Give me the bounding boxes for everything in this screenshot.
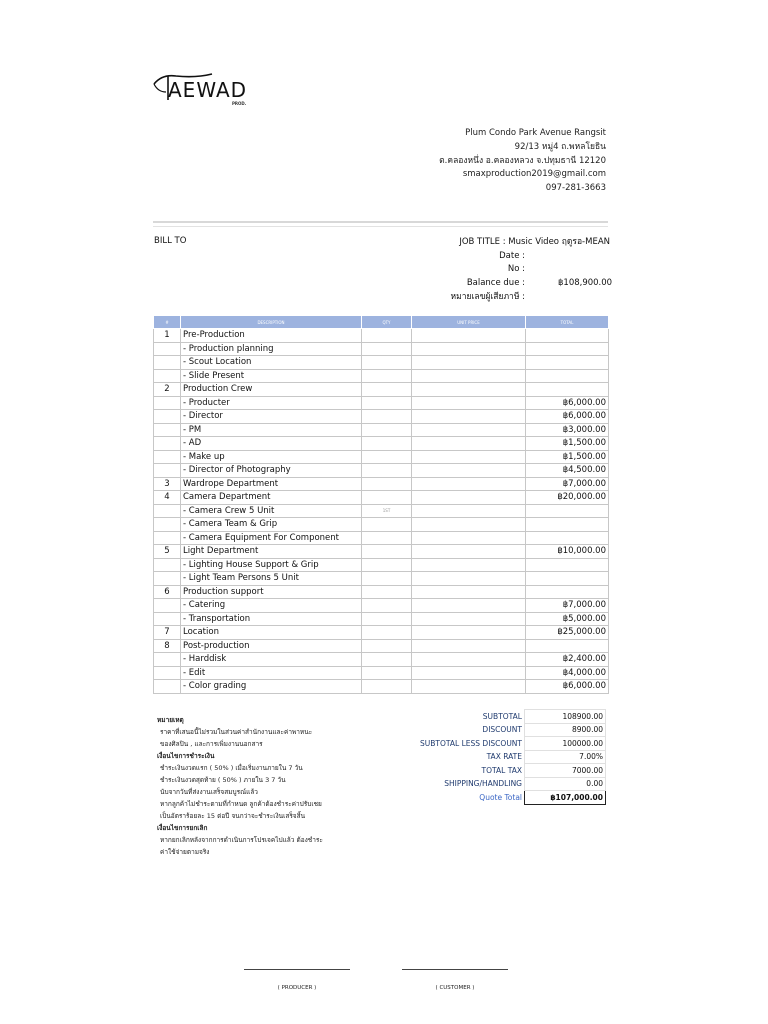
row-total: ฿25,000.00 <box>526 626 609 640</box>
row-qty <box>362 477 412 491</box>
cancel-line: หากยกเลิกหลังจากการดำเนินการโปรเจคไปแล้ว ต้องชำระ <box>160 836 323 844</box>
table-row <box>154 572 609 586</box>
line-items-table <box>153 315 609 694</box>
table-row <box>154 423 609 437</box>
logo-sub: PROD. <box>232 101 247 106</box>
row-number: 7 <box>154 626 181 640</box>
row-qty <box>362 491 412 505</box>
row-number <box>154 504 181 518</box>
row-total <box>526 585 609 599</box>
row-unit-price <box>412 410 526 424</box>
quote-total-row <box>390 791 606 805</box>
row-unit-price <box>412 450 526 464</box>
row-unit-price <box>412 423 526 437</box>
divider <box>153 226 608 227</box>
row-description: - Director of Photography <box>181 464 362 478</box>
row-total <box>526 531 609 545</box>
company-line: 92/13 หมู่4 ถ.พหลโยธิน <box>514 141 606 152</box>
table-row <box>154 558 609 572</box>
company-line: Plum Condo Park Avenue Rangsit <box>465 128 606 138</box>
header-number: # <box>154 316 181 329</box>
table-row <box>154 666 609 680</box>
table-row <box>154 491 609 505</box>
row-number: 1 <box>154 329 181 343</box>
row-unit-price <box>412 464 526 478</box>
row-qty <box>362 383 412 397</box>
row-qty: 1ST <box>362 504 412 518</box>
producer-label: ( PRODUCER ) <box>277 985 317 991</box>
totals-label: SUBTOTAL LESS DISCOUNT <box>420 738 522 748</box>
row-description: Light Department <box>181 545 362 559</box>
row-qty <box>362 639 412 653</box>
row-unit-price <box>412 585 526 599</box>
row-number <box>154 653 181 667</box>
balance-label: Balance due : <box>466 278 525 289</box>
row-qty <box>362 599 412 613</box>
totals-row <box>390 777 606 791</box>
row-description: Location <box>181 626 362 640</box>
row-description: Production support <box>181 585 362 599</box>
row-number <box>154 342 181 356</box>
row-qty <box>362 572 412 586</box>
row-unit-price <box>412 369 526 383</box>
row-qty <box>362 518 412 532</box>
customer-signature-line <box>402 969 508 970</box>
table-row <box>154 599 609 613</box>
row-description: - Edit <box>181 666 362 680</box>
row-qty <box>362 680 412 694</box>
row-number: 5 <box>154 545 181 559</box>
header-description: DESCRIPTION <box>181 316 362 329</box>
row-qty <box>362 356 412 370</box>
row-unit-price <box>412 531 526 545</box>
row-unit-price <box>412 612 526 626</box>
row-description: - Camera Equipment For Component <box>181 531 362 545</box>
company-email: smaxproduction2019@gmail.com <box>462 169 606 180</box>
row-qty <box>362 666 412 680</box>
note-line: ของศิลปิน , และการเพิ่มงานนอกสาร <box>160 740 263 748</box>
row-total <box>526 329 609 343</box>
totals-row <box>390 737 606 751</box>
row-number <box>154 369 181 383</box>
row-number: 3 <box>154 477 181 491</box>
row-qty <box>362 585 412 599</box>
row-unit-price <box>412 342 526 356</box>
row-unit-price <box>412 504 526 518</box>
table-row <box>154 369 609 383</box>
totals-label: TOTAL TAX <box>481 765 522 775</box>
table-row <box>154 653 609 667</box>
totals-value: 7000.00 <box>525 764 606 778</box>
totals-row <box>390 710 606 724</box>
table-row <box>154 612 609 626</box>
notes-title: หมายเหตุ <box>157 716 184 724</box>
row-total <box>526 572 609 586</box>
row-description: - Director <box>181 410 362 424</box>
row-description: - Lighting House Support & Grip <box>181 558 362 572</box>
table-row <box>154 342 609 356</box>
number-label: No : <box>507 264 525 275</box>
row-total: ฿1,500.00 <box>526 450 609 464</box>
company-phone: 097-281-3663 <box>545 183 606 194</box>
row-qty <box>362 450 412 464</box>
row-qty <box>362 342 412 356</box>
row-description: Camera Department <box>181 491 362 505</box>
table-row <box>154 437 609 451</box>
payment-line: ชำระเงินงวดสุดท้าย ( 50% ) ภายใน 3 7 วัน <box>160 776 286 784</box>
table-row <box>154 464 609 478</box>
row-number: 6 <box>154 585 181 599</box>
row-qty <box>362 653 412 667</box>
job-title: JOB TITLE : Music Video ฤดูรอ-MEAN <box>459 237 610 247</box>
table-row <box>154 504 609 518</box>
table-row <box>154 531 609 545</box>
tax-id-label: หมายเลขผู้เสียภาษี : <box>450 291 525 302</box>
company-line: ต.คลองหนึ่ง อ.คลองหลวง จ.ปทุมธานี 12120 <box>439 155 606 166</box>
table-row <box>154 410 609 424</box>
row-description: - Catering <box>181 599 362 613</box>
row-total <box>526 639 609 653</box>
row-qty <box>362 545 412 559</box>
row-total: ฿6,000.00 <box>526 410 609 424</box>
table-row <box>154 680 609 694</box>
row-number <box>154 450 181 464</box>
totals-value: 100000.00 <box>525 737 606 751</box>
row-qty <box>362 410 412 424</box>
table-row <box>154 450 609 464</box>
header-qty: QTY <box>362 316 412 329</box>
row-number <box>154 666 181 680</box>
header-total: TOTAL <box>526 316 609 329</box>
totals-row <box>390 764 606 778</box>
row-total: ฿7,000.00 <box>526 599 609 613</box>
payment-line: เป็นอัตราร้อยละ 15 ต่อปี จนกว่าจะชำระเงินเสร็จสิ้น <box>160 812 306 820</box>
totals-value: 7.00% <box>525 750 606 764</box>
row-unit-price <box>412 599 526 613</box>
row-total: ฿10,000.00 <box>526 545 609 559</box>
divider <box>153 221 608 223</box>
table-row <box>154 383 609 397</box>
producer-signature-line <box>244 969 350 970</box>
row-qty <box>362 558 412 572</box>
row-number <box>154 437 181 451</box>
row-unit-price <box>412 383 526 397</box>
row-total: ฿4,000.00 <box>526 666 609 680</box>
row-description: - Light Team Persons 5 Unit <box>181 572 362 586</box>
row-unit-price <box>412 396 526 410</box>
row-unit-price <box>412 572 526 586</box>
row-description: - Slide Present <box>181 369 362 383</box>
row-description: - Harddisk <box>181 653 362 667</box>
customer-label: ( CUSTOMER ) <box>435 985 475 991</box>
payment-line: ชำระเงินงวดแรก ( 50% ) เมื่อเริ่มงานภายใน 7 วัน <box>160 764 303 772</box>
row-number <box>154 410 181 424</box>
quote-total-label: Quote Total <box>479 792 522 802</box>
row-description: - Transportation <box>181 612 362 626</box>
quote-total-value: ฿107,000.00 <box>525 791 606 805</box>
row-description: - Camera Crew 5 Unit <box>181 504 362 518</box>
row-description: Post-production <box>181 639 362 653</box>
totals-row <box>390 723 606 737</box>
row-number <box>154 572 181 586</box>
row-total: ฿4,500.00 <box>526 464 609 478</box>
row-description: - Producter <box>181 396 362 410</box>
row-total <box>526 342 609 356</box>
row-number <box>154 680 181 694</box>
row-number <box>154 599 181 613</box>
table-row <box>154 329 609 343</box>
row-total <box>526 558 609 572</box>
row-total: ฿3,000.00 <box>526 423 609 437</box>
row-qty <box>362 626 412 640</box>
table-row <box>154 518 609 532</box>
table-row <box>154 545 609 559</box>
logo-text: AEWAD <box>168 78 248 102</box>
row-number <box>154 396 181 410</box>
row-qty <box>362 531 412 545</box>
row-unit-price <box>412 491 526 505</box>
table-row <box>154 626 609 640</box>
row-qty <box>362 369 412 383</box>
totals-label: TAX RATE <box>486 752 522 762</box>
payment-line: นับจากวันที่ส่งงานเสร็จสมบูรณ์แล้ว <box>160 788 258 796</box>
table-row <box>154 585 609 599</box>
row-description: Wardrope Department <box>181 477 362 491</box>
row-number: 2 <box>154 383 181 397</box>
row-description: - Scout Location <box>181 356 362 370</box>
row-total <box>526 504 609 518</box>
row-unit-price <box>412 639 526 653</box>
payment-terms-title: เงื่อนไขการชำระเงิน <box>157 752 215 760</box>
table-row <box>154 356 609 370</box>
row-qty <box>362 464 412 478</box>
totals-label: SUBTOTAL <box>482 711 522 721</box>
row-total <box>526 356 609 370</box>
totals-label: DISCOUNT <box>482 725 522 735</box>
row-unit-price <box>412 666 526 680</box>
row-number <box>154 612 181 626</box>
cancel-terms-title: เงื่อนไขการยกเลิก <box>157 824 208 832</box>
invoice-meta-values <box>558 236 613 291</box>
row-unit-price <box>412 518 526 532</box>
totals-value: 108900.00 <box>525 710 606 724</box>
row-unit-price <box>412 329 526 343</box>
notes-section <box>157 714 357 858</box>
row-number <box>154 531 181 545</box>
row-unit-price <box>412 558 526 572</box>
row-total: ฿5,000.00 <box>526 612 609 626</box>
row-total <box>526 369 609 383</box>
row-number: 8 <box>154 639 181 653</box>
row-description: - Production planning <box>181 342 362 356</box>
row-description: - PM <box>181 423 362 437</box>
bill-to-label: BILL TO <box>154 236 187 246</box>
table-header-row <box>154 316 609 329</box>
totals-value: 8900.00 <box>525 723 606 737</box>
row-total: ฿6,000.00 <box>526 680 609 694</box>
row-total: ฿6,000.00 <box>526 396 609 410</box>
row-number: 4 <box>154 491 181 505</box>
row-unit-price <box>412 626 526 640</box>
row-unit-price <box>412 545 526 559</box>
row-unit-price <box>412 437 526 451</box>
row-description: - AD <box>181 437 362 451</box>
row-unit-price <box>412 680 526 694</box>
row-qty <box>362 423 412 437</box>
table-row <box>154 396 609 410</box>
row-total <box>526 383 609 397</box>
row-number <box>154 356 181 370</box>
row-number <box>154 518 181 532</box>
row-qty <box>362 612 412 626</box>
row-qty <box>362 329 412 343</box>
row-number <box>154 423 181 437</box>
header-unit-price: UNIT PRICE <box>412 316 526 329</box>
row-description: - Make up <box>181 450 362 464</box>
row-total: ฿2,400.00 <box>526 653 609 667</box>
row-qty <box>362 396 412 410</box>
row-description: Pre-Production <box>181 329 362 343</box>
row-description: - Color grading <box>181 680 362 694</box>
row-total <box>526 518 609 532</box>
row-description: - Camera Team & Grip <box>181 518 362 532</box>
row-unit-price <box>412 477 526 491</box>
table-row <box>154 639 609 653</box>
totals-label: SHIPPING/HANDLING <box>444 779 522 789</box>
row-qty <box>362 437 412 451</box>
row-number <box>154 464 181 478</box>
note-line: ราคาที่เสนอนี้ไม่รวมในส่วนค่าสำนักงานและค่าพาหนะ <box>160 728 313 736</box>
company-address <box>439 127 606 196</box>
row-number <box>154 558 181 572</box>
cancel-line: ค่าใช้จ่ายตามจริง <box>160 848 210 856</box>
row-total: ฿20,000.00 <box>526 491 609 505</box>
row-description: Production Crew <box>181 383 362 397</box>
totals-value: 0.00 <box>525 777 606 791</box>
totals-row <box>390 750 606 764</box>
date-label: Date : <box>499 250 525 261</box>
totals-table <box>390 709 606 805</box>
row-total: ฿7,000.00 <box>526 477 609 491</box>
row-unit-price <box>412 653 526 667</box>
row-unit-price <box>412 356 526 370</box>
row-total: ฿1,500.00 <box>526 437 609 451</box>
table-row <box>154 477 609 491</box>
balance-value: ฿108,900.00 <box>558 278 613 289</box>
payment-line: หากลูกค้าไม่ชำระตามที่กำหนด ลูกค้าต้องชำระค่าปรับเชย <box>160 800 322 808</box>
